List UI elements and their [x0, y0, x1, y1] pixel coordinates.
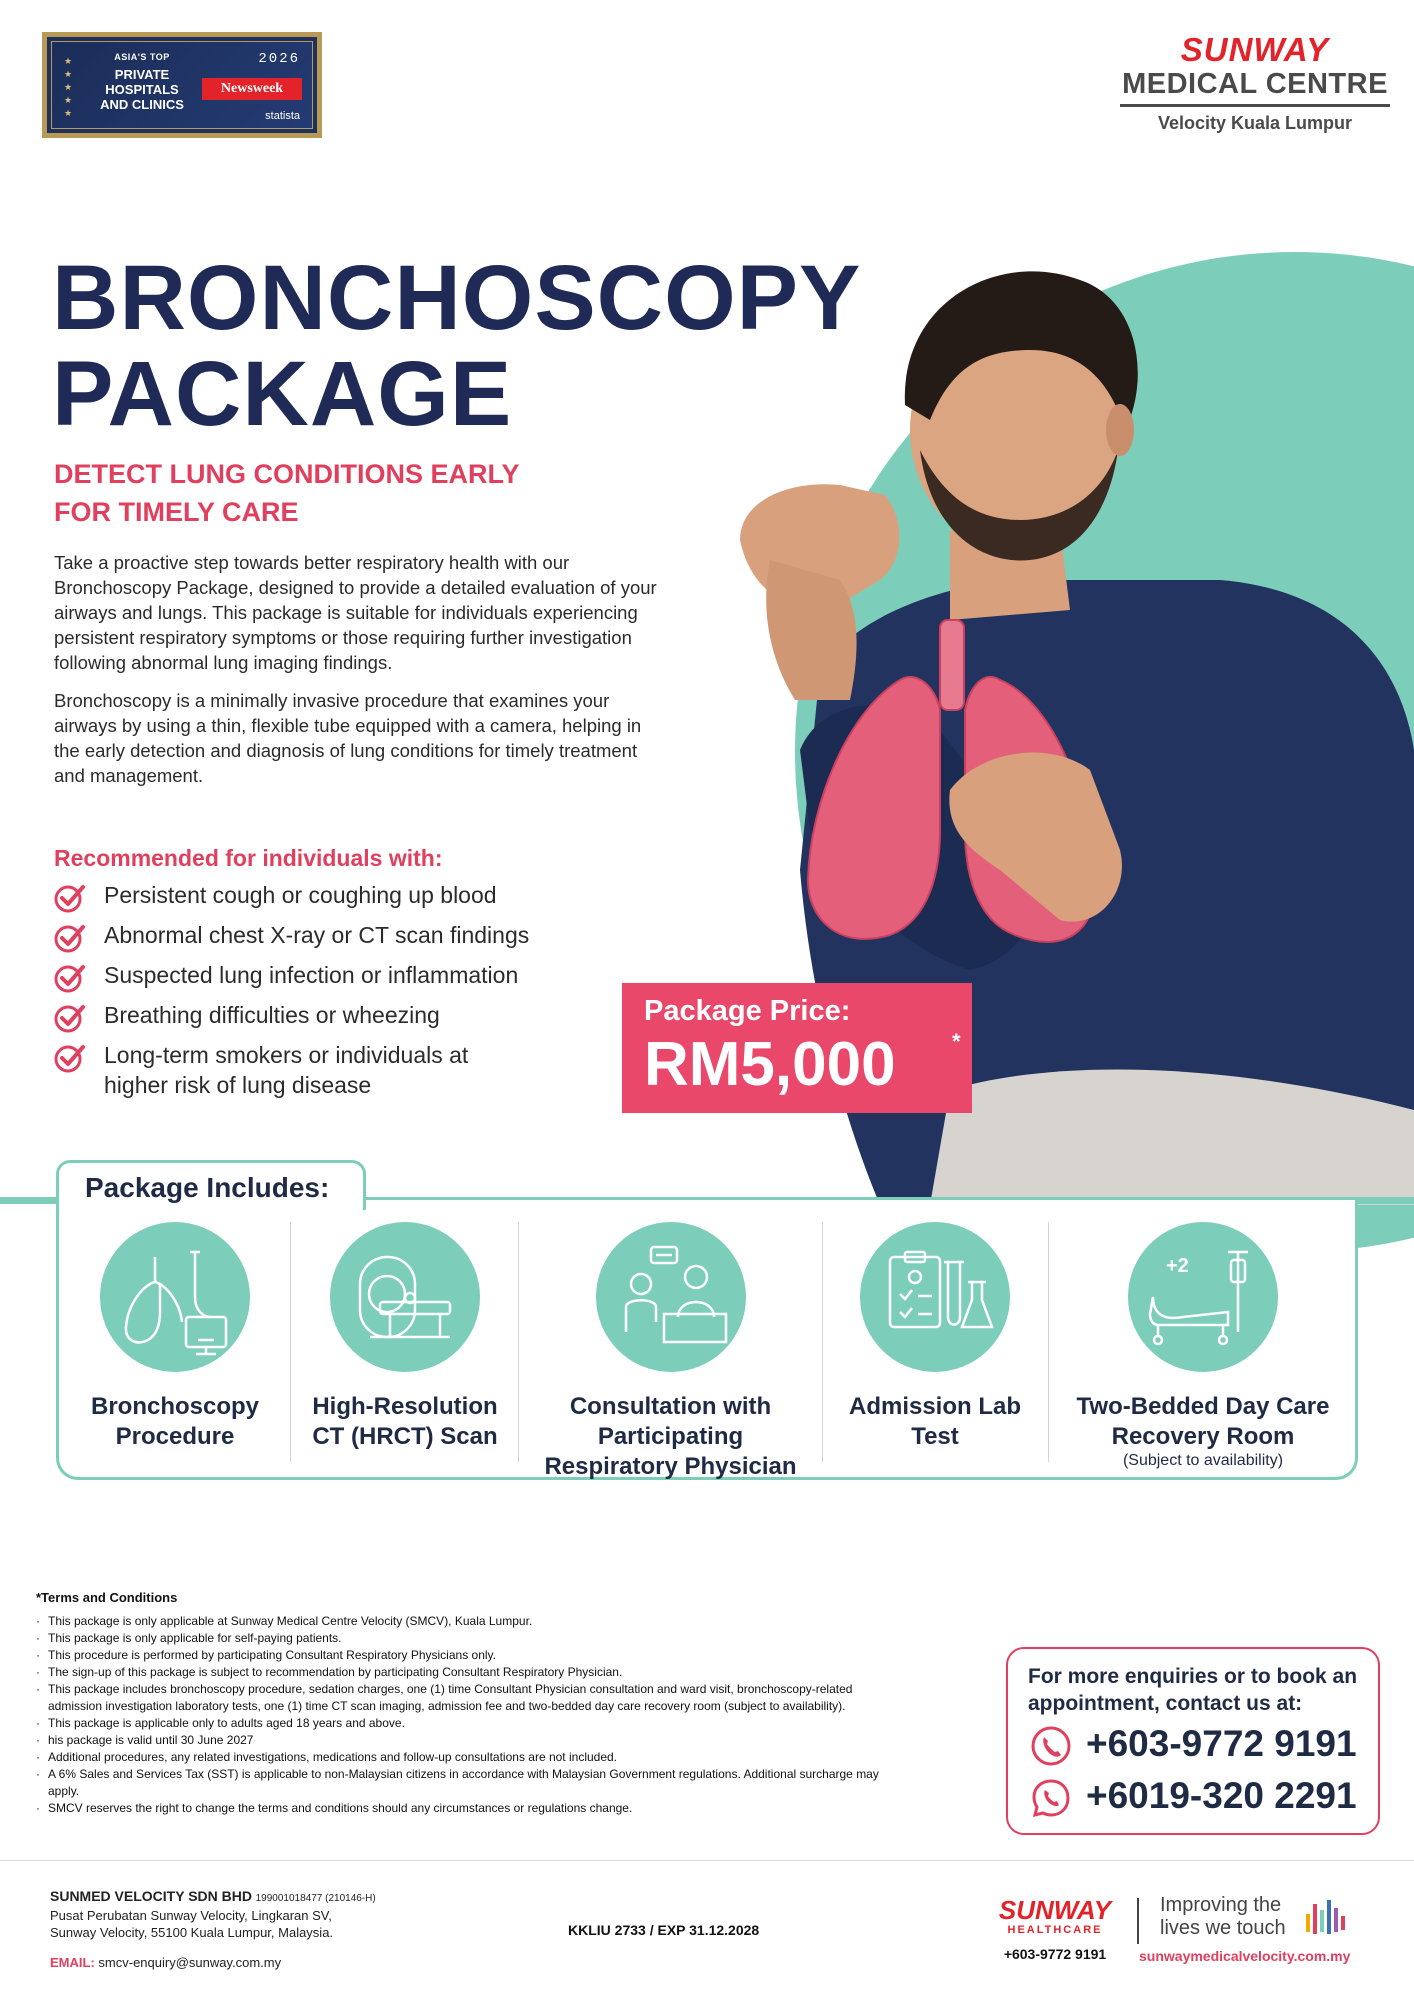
recommended-item: Abnormal chest X-ray or CT scan findings	[104, 922, 530, 948]
checkmark-icon	[54, 922, 86, 954]
terms-item: · SMCV reserves the right to change the terms and conditions should any circumstances or regulations change.	[36, 1800, 896, 1817]
email-info	[50, 1955, 281, 1970]
whatsapp-icon	[1030, 1777, 1072, 1819]
recommended-title: Recommended for individuals with:	[54, 845, 443, 871]
divider	[518, 1222, 519, 1462]
recommended-item: Suspected lung infection or inflammation	[104, 962, 519, 988]
terms-item: · This package is applicable only to adults aged 18 years and above.	[36, 1715, 896, 1732]
price-amount: RM5,000	[644, 1030, 896, 1099]
checkmark-icon	[54, 882, 86, 914]
price-asterisk: *	[952, 1029, 961, 1054]
title-line1: BRONCHOSCOPY	[52, 247, 862, 349]
address-line2: Sunway Velocity, 55100 Kuala Lumpur, Malaysia.	[50, 1925, 334, 1940]
email-label: EMAIL:	[50, 1955, 95, 1970]
recommended-item: Breathing difficulties or wheezing	[104, 1002, 440, 1028]
ct-scanner-icon	[330, 1222, 480, 1372]
include-item-consultation	[528, 1222, 813, 1482]
company-reg: 199001018477 (210146-H)	[255, 1893, 376, 1904]
logo-divider	[1120, 104, 1390, 107]
terms-list	[36, 1613, 896, 1817]
terms-item: · Additional procedures, any related investigations, medications and follow-up consultations are not included.	[36, 1749, 896, 1766]
page-subtitle	[54, 455, 520, 531]
phone-icon	[1030, 1725, 1072, 1767]
list-item	[54, 920, 654, 950]
include-note: (Subject to availability)	[1122, 1452, 1284, 1469]
price-box	[622, 983, 972, 1113]
list-item	[54, 1000, 654, 1030]
terms-item: · This package is only applicable at Sunway Medical Centre Velocity (SMCV), Kuala Lumpur.	[36, 1613, 896, 1630]
recommended-list	[54, 880, 654, 1110]
newsweek-logo: Newsweek	[202, 78, 302, 100]
subtitle-line1: DETECT LUNG CONDITIONS EARLY	[54, 459, 520, 489]
email-link[interactable]: smcv-enquiry@sunway.com.my	[98, 1955, 282, 1970]
terms-item: · This package is only applicable for self-paying patients.	[36, 1630, 896, 1647]
badge-line1: ASIA'S TOP	[114, 52, 170, 62]
svg-text:+2: +2	[1166, 1255, 1189, 1277]
sunway-medical-logo	[1110, 32, 1400, 134]
company-name: SUNMED VELOCITY SDN BHD	[50, 1888, 252, 1904]
logo-location: Velocity Kuala Lumpur	[1157, 113, 1353, 133]
checkmark-icon	[54, 1002, 86, 1034]
divider	[822, 1222, 823, 1462]
address-line1: Pusat Perubatan Sunway Velocity, Lingkaran SV,	[50, 1908, 332, 1923]
checkmark-icon	[54, 1042, 86, 1074]
hospital-bed-icon	[1128, 1222, 1278, 1372]
checkmark-icon	[54, 962, 86, 994]
statista-logo: statista	[265, 110, 300, 122]
include-item-bronchoscopy	[70, 1222, 280, 1452]
terms-item: · This package includes bronchoscopy procedure, sedation charges, one (1) time Consultant Physician consultation and ward visit, bronchoscopy-related admission investigation laboratory tests, one (1) time CT scan imaging, admission fee and two-bedded day care recovery room (subject to availability).	[36, 1681, 896, 1715]
badge-year: 2026	[258, 51, 300, 67]
footer-divider	[0, 1860, 1414, 1861]
price-label: Package Price:	[644, 995, 851, 1027]
title-line2: PACKAGE	[52, 343, 513, 445]
include-item-recovery-room	[1058, 1222, 1348, 1470]
include-label: Bronchoscopy Procedure	[90, 1393, 260, 1450]
terms-item: · This procedure is performed by participating Consultant Respiratory Physicians only.	[36, 1647, 896, 1664]
terms-item: · A 6% Sales and Services Tax (SST) is applicable to non-Malaysian citizens in accordance with Malaysian Government regulations. Additional surcharge may apply.	[36, 1766, 896, 1800]
footer-phone[interactable]: +603-9772 9191	[1003, 1946, 1107, 1962]
ranking-badge	[42, 32, 322, 138]
sunway-healthcare-logo	[990, 1896, 1120, 1962]
company-info	[50, 1888, 376, 1941]
footer-vertical-divider	[1137, 1898, 1139, 1944]
logo-name: MEDICAL CENTRE	[1122, 68, 1388, 100]
contact-box	[1006, 1647, 1380, 1835]
subtitle-line2: FOR TIMELY CARE	[54, 497, 299, 527]
stars-decoration: ★ ★ ★ ★ ★	[64, 57, 73, 119]
tagline-line2: lives we touch	[1160, 1917, 1286, 1939]
website-link[interactable]: sunwaymedicalvelocity.com.my	[1139, 1948, 1351, 1964]
badge-line2: PRIVATE HOSPITALS AND CLINICS	[100, 67, 184, 112]
lungs-bronchoscope-icon	[100, 1222, 250, 1372]
page-title	[52, 247, 862, 445]
include-label: High-Resolution CT (HRCT) Scan	[312, 1393, 498, 1450]
recommended-item: Persistent cough or coughing up blood	[104, 882, 497, 908]
recommended-item: Long-term smokers or individuals at higher risk of lung disease	[104, 1042, 469, 1098]
license-number: KKLIU 2733 / EXP 31.12.2028	[568, 1922, 760, 1938]
consultation-icon	[596, 1222, 746, 1372]
procedure-paragraph: Bronchoscopy is a minimally invasive procedure that examines your airways by using a thin, flexible tube equipped with a camera, helping in the early detection and diagnosis of lung conditions for timely treatment and management.	[54, 690, 642, 786]
tagline-line1: Improving the	[1160, 1894, 1282, 1916]
footer-brand: SUNWAY	[998, 1895, 1112, 1925]
include-label: Consultation with Participating Respiratory Physician	[544, 1393, 797, 1480]
includes-tab	[56, 1160, 366, 1210]
list-item	[54, 1040, 524, 1100]
lab-test-icon	[860, 1222, 1010, 1372]
terms-title: *Terms and Conditions	[36, 1590, 178, 1605]
list-item	[54, 960, 654, 990]
whatsapp-number: +6019-320 2291	[1086, 1775, 1357, 1816]
include-item-lab-test	[830, 1222, 1040, 1452]
divider	[1048, 1222, 1049, 1462]
include-label: Admission Lab Test	[848, 1393, 1022, 1450]
terms-item: · The sign-up of this package is subject to recommendation by participating Consultant Respiratory Physician.	[36, 1664, 896, 1681]
include-label: Two-Bedded Day Care Recovery Room	[1076, 1393, 1330, 1450]
phone-number: +603-9772 9191	[1086, 1723, 1357, 1764]
terms-item: · his package is valid until 30 June 2027	[36, 1732, 896, 1749]
tagline	[1160, 1894, 1286, 1940]
includes-title: Package Includes:	[85, 1172, 330, 1203]
footer-brand-sub: HEALTHCARE	[1007, 1924, 1103, 1936]
equalizer-bars-icon	[1306, 1896, 1346, 1942]
contact-heading: For more enquiries or to book an appointment, contact us at:	[1028, 1665, 1358, 1715]
intro-paragraph: Take a proactive step towards better respiratory health with our Bronchoscopy Package, designed to provide a detailed evaluation of your airways and lungs. This package is suitable for individuals experiencing persistent respiratory symptoms or those requiring further investigation following abnormal lung imaging findings.	[54, 552, 657, 673]
list-item	[54, 880, 654, 910]
divider	[290, 1222, 291, 1462]
include-item-hrct	[300, 1222, 510, 1452]
logo-brand: SUNWAY	[1180, 31, 1330, 68]
